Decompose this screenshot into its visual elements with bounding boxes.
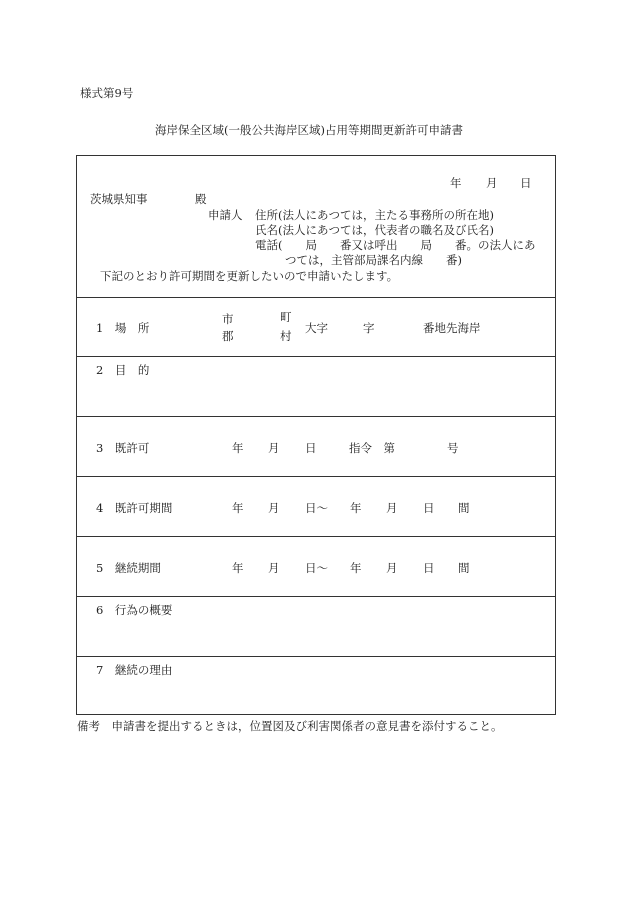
row-divider bbox=[77, 536, 555, 537]
prior-period-end-day: 日 bbox=[423, 501, 435, 515]
row-continuation-reason-label: 7 継続の理由 bbox=[96, 663, 173, 677]
continuation-end-year: 年 bbox=[350, 561, 362, 575]
prior-period-start-year: 年 bbox=[232, 501, 244, 515]
prior-period-suffix: 間 bbox=[458, 501, 470, 515]
date-day: 日 bbox=[520, 176, 532, 190]
remarks-note: 備考 申請書を提出するときは，位置図及び利害関係者の意見書を添付すること。 bbox=[77, 719, 503, 733]
continuation-period-suffix: 間 bbox=[458, 561, 470, 575]
form-number: 様式第9号 bbox=[80, 86, 134, 100]
row-activity-summary-label: 6 行為の概要 bbox=[96, 603, 173, 617]
row-prior-permit-label: 3 既許可 bbox=[96, 441, 150, 455]
row-purpose-label: 2 目 的 bbox=[96, 363, 150, 377]
row-divider bbox=[77, 297, 555, 298]
village-label: 村 bbox=[280, 329, 292, 343]
prior-permit-year: 年 bbox=[232, 441, 244, 455]
applicant-address: 住所(法人にあつては，主たる事務所の所在地) bbox=[255, 208, 494, 222]
date-year: 年 bbox=[450, 176, 462, 190]
prior-permit-number-suffix: 号 bbox=[447, 441, 459, 455]
prior-period-start-month: 月 bbox=[268, 501, 280, 515]
applicant-name: 氏名(法人にあつては，代表者の職名及び氏名) bbox=[255, 223, 494, 237]
continuation-start-day: 日～ bbox=[305, 561, 328, 575]
row-divider bbox=[77, 416, 555, 417]
continuation-end-day: 日 bbox=[423, 561, 435, 575]
row-location-label: 1 場 所 bbox=[96, 321, 150, 335]
prior-period-start-day: 日～ bbox=[305, 501, 328, 515]
addressee-honorific: 殿 bbox=[195, 192, 207, 206]
continuation-end-month: 月 bbox=[386, 561, 398, 575]
prior-period-end-year: 年 bbox=[350, 501, 362, 515]
town-label: 町 bbox=[280, 310, 292, 324]
applicant-phone-line2: つては，主管部局課名内線 番) bbox=[285, 253, 462, 267]
prior-permit-day: 日 bbox=[305, 441, 317, 455]
continuation-start-month: 月 bbox=[268, 561, 280, 575]
applicant-phone-line1: 電話( 局 番又は呼出 局 番。の法人にあ bbox=[255, 238, 536, 252]
row-divider bbox=[77, 596, 555, 597]
city-label: 市 bbox=[222, 312, 234, 326]
row-continuation-period-label: 5 継続期間 bbox=[96, 561, 161, 575]
continuation-start-year: 年 bbox=[232, 561, 244, 575]
row-divider bbox=[77, 356, 555, 357]
prior-period-end-month: 月 bbox=[386, 501, 398, 515]
prior-permit-order: 指令 第 bbox=[349, 441, 395, 455]
county-label: 郡 bbox=[222, 329, 234, 343]
aza-label: 字 bbox=[363, 321, 375, 335]
prior-permit-month: 月 bbox=[268, 441, 280, 455]
applicant-label: 申請人 bbox=[208, 208, 243, 222]
row-prior-period-label: 4 既許可期間 bbox=[96, 501, 173, 515]
application-form-table bbox=[76, 155, 556, 715]
row-divider bbox=[77, 476, 555, 477]
date-month: 月 bbox=[486, 176, 498, 190]
oaza-label: 大字 bbox=[305, 321, 328, 335]
row-divider bbox=[77, 656, 555, 657]
request-statement: 下記のとおり許可期間を更新したいので申請いたします。 bbox=[100, 269, 399, 283]
addressee: 茨城県知事 bbox=[90, 192, 148, 206]
form-title: 海岸保全区域(一般公共海岸区域)占用等期間更新許可申請書 bbox=[155, 123, 463, 137]
banchi-label: 番地先海岸 bbox=[423, 321, 481, 335]
